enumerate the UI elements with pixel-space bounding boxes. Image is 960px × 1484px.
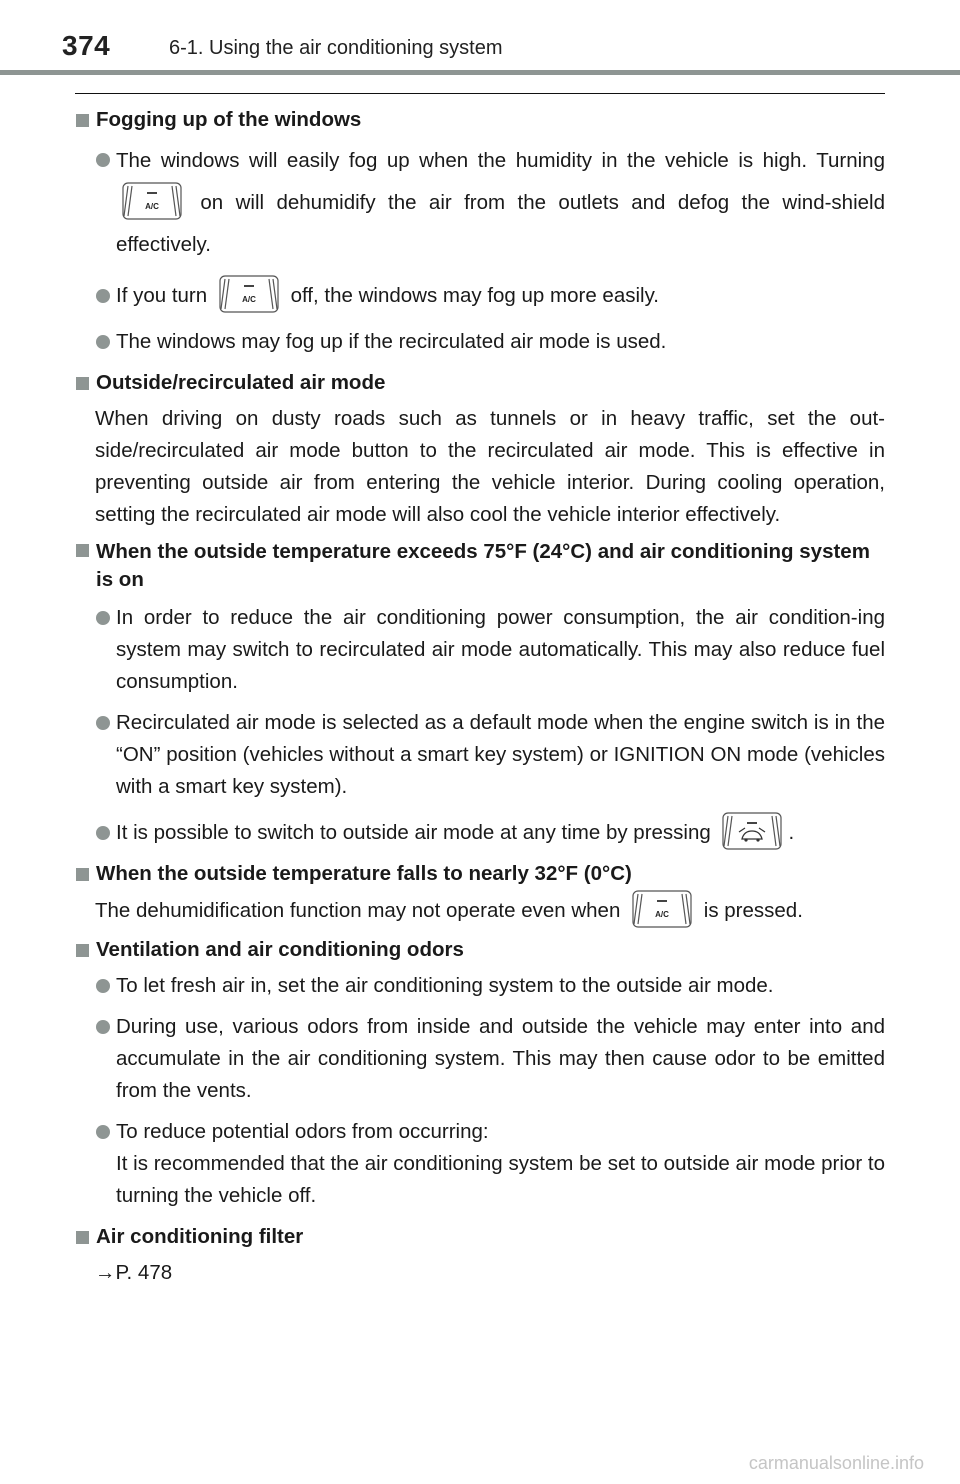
heading-outside-recirculated (75, 367, 885, 399)
ac-button-icon (632, 890, 692, 928)
bullet-text: . (788, 821, 795, 844)
paragraph-dehumidification (75, 890, 885, 932)
bullet-dot-icon (96, 826, 110, 840)
ac-label: A/C (655, 909, 669, 919)
page-reference-link[interactable]: →P. 478 (95, 1261, 173, 1284)
heading-text: When the outside temperature exceeds 75°F (24°C) and air conditioning system is on (96, 540, 870, 591)
bullet-odors-accumulate (75, 1011, 885, 1107)
bullet-dot-icon (96, 716, 110, 730)
bullet-dot-icon (96, 1125, 110, 1139)
bullet-text: The windows may fog up if the recirculated air mode is used. (116, 330, 667, 353)
heading-filter (75, 1221, 885, 1253)
section-title: 6-1. Using the air conditioning system (169, 37, 503, 59)
bullet-odors-reduce (75, 1116, 885, 1212)
page-content (75, 104, 885, 1294)
heading-text: Air conditioning filter (96, 1225, 304, 1248)
heading-square-icon (76, 1231, 89, 1244)
top-rule (75, 93, 885, 94)
bullet-text: on will dehumidify the air from the outlets and defog the wind-shield effectively. (116, 191, 885, 256)
bullet-dot-icon (96, 289, 110, 303)
bullet-exceeds-power (75, 602, 885, 698)
heading-odors (75, 934, 885, 966)
bullet-dot-icon (96, 153, 110, 167)
bullet-text: It is recommended that the air conditioning system be set to outside air mode prior to turning the vehicle off. (116, 1152, 885, 1207)
bullet-text: To reduce potential odors from occurring: (116, 1120, 489, 1143)
bullet-odors-fresh-air (75, 970, 885, 1002)
heading-square-icon (76, 544, 89, 557)
bullet-fog-turn-off (75, 275, 885, 317)
heading-temperature-falls (75, 858, 885, 890)
heading-text: Ventilation and air conditioning odors (96, 938, 464, 961)
heading-fogging (75, 104, 885, 136)
heading-temperature-exceeds (75, 536, 885, 594)
heading-text: Fogging up of the windows (96, 108, 362, 131)
paragraph-outside-recirculated: When driving on dusty roads such as tunnels or in heavy traffic, set the out-side/recirculated air mode button to the recirculated air mode. This is effective in preventing outside air from entering the vehicle interior. During cooling operation, setting the recirculated air mode will also cool the vehicle interior effectively. (95, 407, 885, 526)
heading-text: Outside/recirculated air mode (96, 371, 386, 394)
ac-button-icon (122, 182, 182, 220)
heading-square-icon (76, 868, 89, 881)
page-number: 374 (62, 30, 111, 61)
ac-label: A/C (145, 201, 159, 211)
bullet-text: off, the windows may fog up more easily. (290, 284, 659, 307)
bullet-dot-icon (96, 611, 110, 625)
bullet-text: If you turn (116, 284, 208, 307)
heading-square-icon (76, 377, 89, 390)
bullet-dot-icon (96, 1020, 110, 1034)
outside-air-button-icon (722, 812, 782, 850)
bullet-dot-icon (96, 979, 110, 993)
paragraph-text: The dehumidification function may not operate even when (95, 899, 621, 922)
bullet-text: To let fresh air in, set the air conditioning system to the outside air mode. (116, 974, 774, 997)
bullet-exceeds-switch (75, 812, 885, 854)
ac-button-icon (219, 275, 279, 313)
header-bar (0, 70, 960, 75)
page-header (0, 0, 960, 78)
bullet-text: During use, various odors from inside and outside the vehicle may enter into and accumulate in the air conditioning system. This may then cause odor to be emitted from the vents. (116, 1015, 885, 1102)
bullet-exceeds-default-mode (75, 707, 885, 803)
watermark: carmanualsonline.info (748, 1453, 924, 1473)
heading-square-icon (76, 944, 89, 957)
heading-square-icon (76, 114, 89, 127)
paragraph-text: is pressed. (703, 899, 803, 922)
heading-text: When the outside temperature falls to nearly 32°F (0°C) (96, 862, 632, 885)
bullet-text: It is possible to switch to outside air mode at any time by pressing (116, 821, 711, 844)
bullet-text: Recirculated air mode is selected as a default mode when the engine switch is in the “ON” position (vehicles without a smart key system) or IGNITION ON mode (vehicles with a smart key system). (116, 711, 885, 798)
bullet-dot-icon (96, 335, 110, 349)
bullet-fog-humidity (75, 140, 885, 266)
bullet-text: The windows will easily fog up when the humidity in the vehicle is high. Turning (116, 149, 885, 172)
bullet-text: In order to reduce the air conditioning power consumption, the air condition-ing system may switch to recirculated air mode automatically. This may also reduce fuel consumption. (116, 606, 885, 693)
bullet-fog-recirculated (75, 326, 885, 358)
ac-label: A/C (241, 294, 256, 304)
